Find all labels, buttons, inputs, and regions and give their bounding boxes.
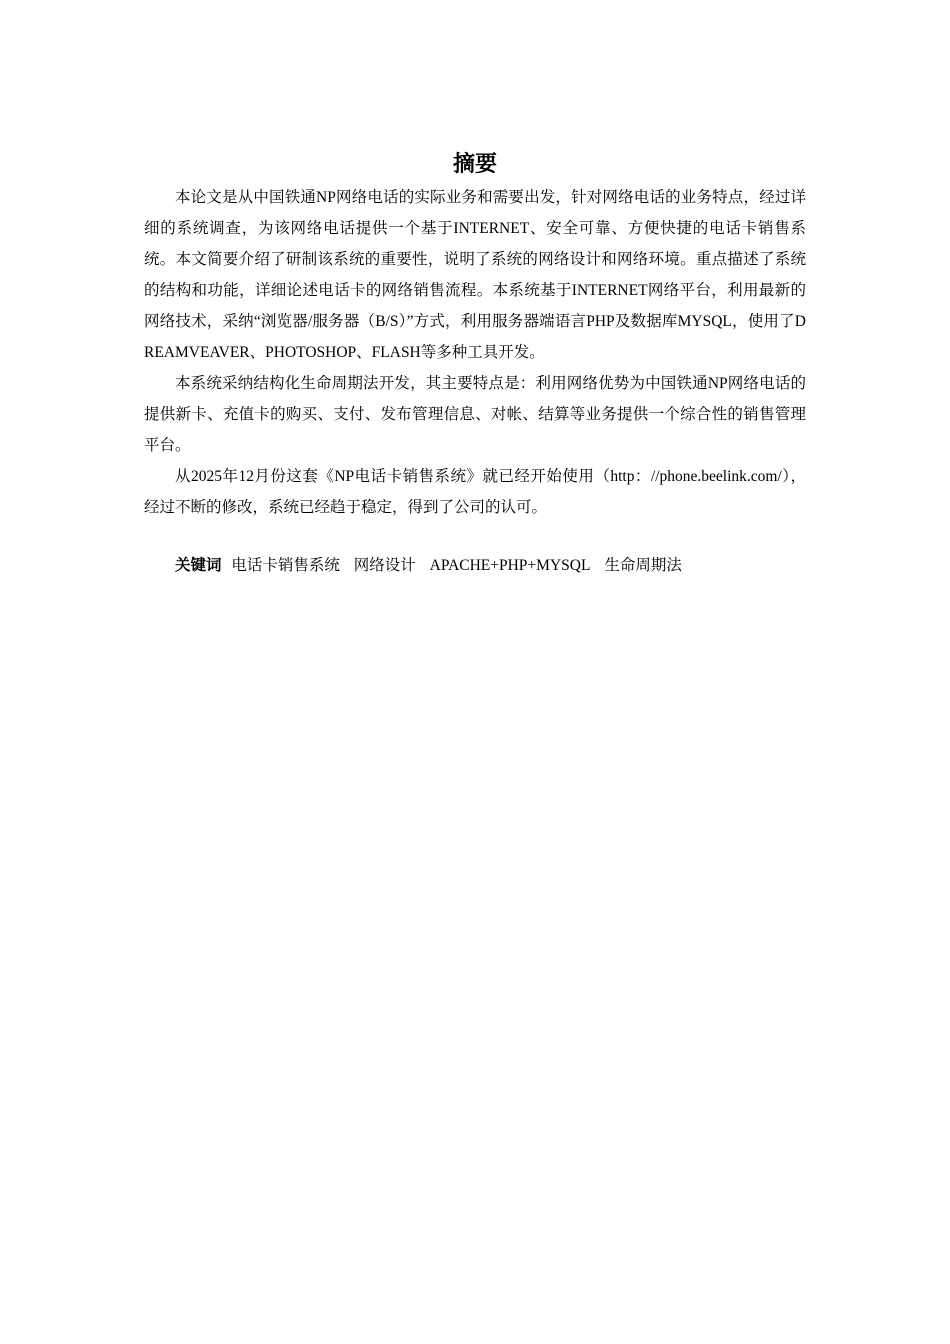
- keyword-item: APACHE+PHP+MYSQL: [429, 557, 591, 574]
- abstract-paragraph-2: 本系统采纳结构化生命周期法开发，其主要特点是：利用网络优势为中国铁通NP网络电话的提供新卡、充值卡的购买、支付、发布管理信息、对帐、结算等业务提供一个综合性的销售管理平台。: [144, 375, 806, 454]
- keywords-line: [144, 550, 806, 581]
- abstract-paragraph-3: 从2025年12月份这套《NP电话卡销售系统》就已经开始使用（http：//phone.beelink.com/），经过不断的修改，系统已经趋于稳定，得到了公司的认可。: [144, 468, 806, 516]
- keyword-item: 生命周期法: [604, 557, 682, 574]
- keywords-label: 关键词: [175, 556, 222, 574]
- abstract-paragraph-1: 本论文是从中国铁通NP网络电话的实际业务和需要出发，针对网络电话的业务特点，经过详细的系统调查，为该网络电话提供一个基于INTERNET、安全可靠、方便快捷的电话卡销售系统。本文简要介绍了研制该系统的重要性，说明了系统的网络设计和网络环境。重点描述了系统的结构和功能，详细论述电话卡的网络销售流程。本系统基于INTERNET网络平台，利用最新的网络技术，采纳“浏览器/服务器（B/S）”方式，利用服务器端语言PHP及数据库MYSQL，使用了DREAMVEAVER、PHOTOSHOP、FLASH等多种工具开发。: [144, 189, 806, 361]
- keyword-item: 电话卡销售系统: [231, 557, 340, 574]
- keyword-item: 网络设计: [353, 557, 416, 574]
- document-page: [144, 150, 806, 581]
- page-title: 摘要: [452, 152, 497, 177]
